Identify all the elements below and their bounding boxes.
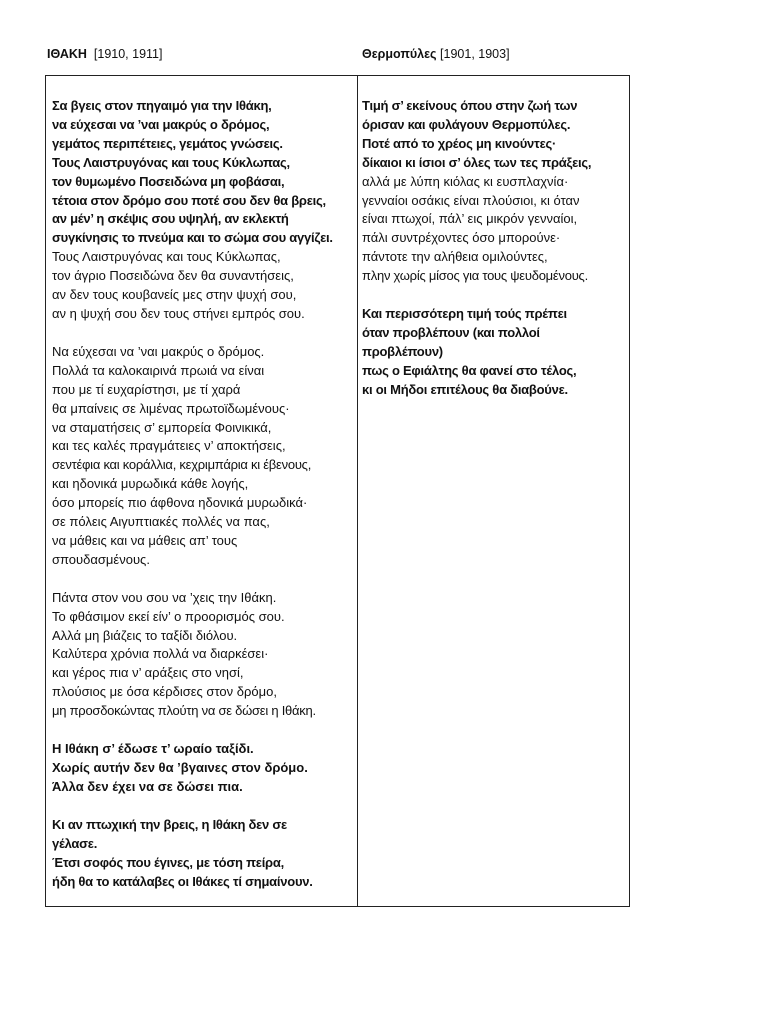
stanza (52, 589, 352, 721)
verse-line: τέτοια στον δρόμο σου ποτέ σου δεν θα βρεις, (52, 192, 326, 208)
verse-line: όσο μπορείς πιο άφθονα ηδονικά μυρωδικά· (52, 495, 308, 511)
verse-line: γενναίοι οσάκις είναι πλούσιοι, κι όταν (362, 192, 580, 208)
verse-line: και τες καλές πραγμάτειες ν’ αποκτήσεις, (52, 438, 286, 454)
right-poem-column (362, 97, 624, 419)
verse-line: αν μέν’ η σκέψις σου υψηλή, αν εκλεκτή (52, 211, 289, 227)
stanza (362, 305, 624, 400)
verse-line: Αλλά μη βιάζεις το ταξίδι διόλου. (52, 627, 238, 643)
verse-line: Κι αν πτωχική την βρεις, η Ιθάκη δεν σε (52, 816, 287, 832)
verse-line: σεντέφια και κοράλλια, κεχριμπάρια κι έβενους, (52, 457, 312, 473)
verse-line: όρισαν και φυλάγουν Θερμοπύλες. (362, 116, 571, 132)
poem-table (45, 75, 630, 907)
verse-line: πως ο Εφιάλτης θα φανεί στο τέλος, (362, 362, 577, 378)
stanza (362, 97, 624, 286)
verse-line: τον άγριο Ποσειδώνα δεν θα συναντήσεις, (52, 268, 294, 284)
verse-line: πάντοτε την αλήθεια ομιλούντες, (362, 249, 548, 265)
verse-line: Τους Λαιστρυγόνας και τους Κύκλωπας, (52, 154, 290, 170)
verse-line: Καλύτερα χρόνια πολλά να διαρκέσει· (52, 646, 269, 662)
verse-line: Τιμή σ’ εκείνους όπου στην ζωή των (362, 98, 578, 113)
verse-line: να σταματήσεις σ’ εμπορεία Φοινικικά, (52, 419, 272, 435)
verse-line: Η Ιθάκη σ’ έδωσε τ’ ωραίο ταξίδι. (52, 741, 254, 757)
stanza (52, 740, 352, 797)
verse-line: σπουδασμένους. (52, 551, 150, 567)
stanza (52, 816, 352, 892)
verse-line: Το φθάσιμον εκεί είν’ ο προορισμός σου. (52, 608, 285, 624)
verse-line: γεμάτος περιπέτειες, γεμάτος γνώσεις. (52, 135, 283, 151)
verse-line: να μάθεις και να μάθεις απ’ τους (52, 532, 238, 548)
verse-line: Σα βγεις στον πηγαιμό για την Ιθάκη, (52, 98, 272, 113)
left-poem-years: [1910, 1911] (93, 47, 163, 61)
left-poem-title: ΙΘΑΚΗ (47, 47, 87, 61)
verse-line: όταν προβλέπουν (και πολλοί (362, 324, 540, 340)
verse-line: Πάντα στον νου σου να ’χεις την Ιθάκη. (52, 589, 277, 605)
verse-line: Να εύχεσαι να ’ναι μακρύς ο δρόμος. (52, 343, 265, 359)
left-poem-heading (47, 47, 163, 61)
verse-line: σε πόλεις Αιγυπτιακές πολλές να πας, (52, 514, 270, 530)
verse-line: πάλι συντρέχοντες όσο μπορούνε· (362, 230, 561, 246)
verse-line: προβλέπουν) (362, 343, 443, 359)
verse-line: συγκίνησις το πνεύμα και το σώμα σου αγγίζει. (52, 230, 333, 246)
stanza (52, 343, 352, 570)
verse-line: είναι πτωχοί, πάλ’ εις μικρόν γενναίοι, (362, 211, 578, 227)
verse-line: Τους Λαιστρυγόνας και τους Κύκλωπας, (52, 249, 281, 265)
verse-line: Ποτέ από το χρέος μη κινούντες· (362, 135, 557, 151)
verse-line: μη προσδοκώντας πλούτη να σε δώσει η Ιθάκη. (52, 703, 316, 719)
right-poem-title: Θερμοπύλες (362, 47, 437, 61)
right-poem-heading (362, 47, 510, 61)
verse-line: δίκαιοι κι ίσιοι σ’ όλες των τες πράξεις, (362, 154, 592, 170)
verse-line: που με τί ευχαρίστησι, με τί χαρά (52, 381, 241, 397)
verse-line: τον θυμωμένο Ποσειδώνα μη φοβάσαι, (52, 173, 285, 189)
verse-line: Πολλά τα καλοκαιρινά πρωιά να είναι (52, 362, 265, 378)
verse-line: και γέρος πια ν’ αράξεις στο νησί, (52, 665, 244, 681)
verse-line: να εύχεσαι να ’ναι μακρύς ο δρόμος, (52, 116, 270, 132)
stanza (52, 97, 352, 324)
verse-line: αν η ψυχή σου δεν τους στήνει εμπρός σου. (52, 305, 305, 321)
verse-line: κι οι Μήδοι επιτέλους θα διαβούνε. (362, 381, 568, 397)
verse-line: πλην χωρίς μίσος για τους ψευδομένους. (362, 268, 588, 284)
verse-line: Άλλα δεν έχει να σε δώσει πια. (52, 778, 243, 794)
verse-line: ήδη θα το κατάλαβες οι Ιθάκες τί σημαίνουν. (52, 873, 313, 889)
verse-line: Και περισσότερη τιμή τούς πρέπει (362, 306, 567, 322)
right-poem-years: [1901, 1903] (440, 47, 510, 61)
verse-line: γέλασε. (52, 835, 98, 851)
verse-line: πλούσιος με όσα κέρδισες στον δρόμο, (52, 684, 277, 700)
verse-line: αλλά με λύπη κιόλας κι ευσπλαχνία· (362, 173, 569, 189)
left-poem-column (52, 97, 352, 910)
verse-line: Έτσι σοφός που έγινες, με τόση πείρα, (52, 854, 284, 870)
verse-line: και ηδονικά μυρωδικά κάθε λογής, (52, 476, 249, 492)
verse-line: θα μπαίνεις σε λιμένας πρωτοϊδωμένους· (52, 400, 290, 416)
verse-line: Χωρίς αυτήν δεν θα ’βγαινες στον δρόμο. (52, 760, 308, 775)
column-divider (357, 76, 358, 906)
verse-line: αν δεν τους κουβανείς μες στην ψυχή σου, (52, 287, 297, 303)
